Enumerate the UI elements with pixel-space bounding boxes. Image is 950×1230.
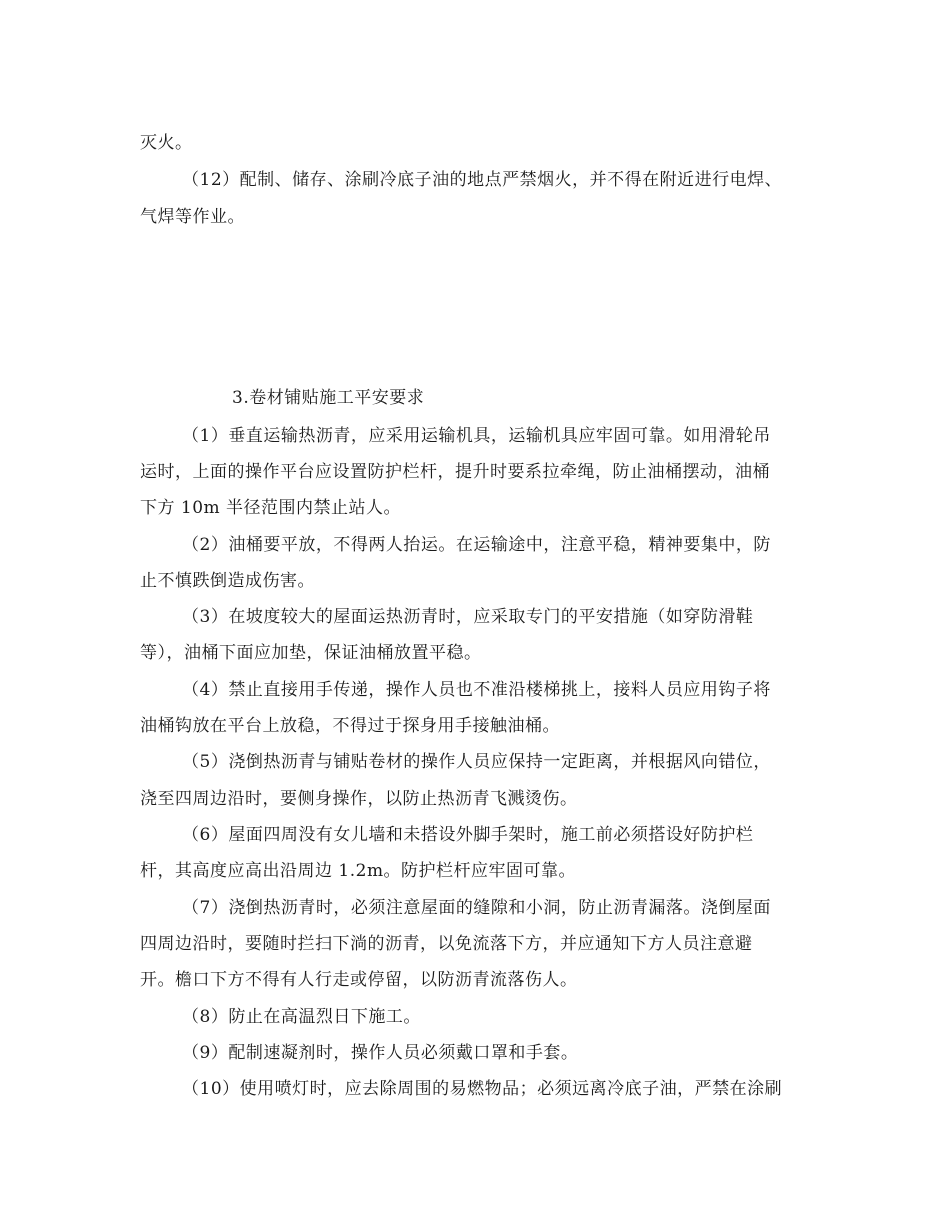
item-2-line-2: 止不慎跌倒造成伤害。 bbox=[140, 571, 315, 591]
item-1-line-1: （1）垂直运输热沥青，应采用运输机具，运输机具应牢固可靠。如用滑轮吊 bbox=[182, 426, 771, 446]
item-3-line-1: （3）在坡度较大的屋面运热沥青时，应采取专门的平安措施（如穿防滑鞋 bbox=[182, 607, 754, 627]
section-heading: 3.卷材铺贴施工平安要求 bbox=[232, 388, 425, 408]
item-6-line-1: （6）屋面四周没有女儿墙和未搭设外脚手架时，施工前必须搭设好防护栏 bbox=[182, 825, 754, 845]
paragraph-continuation: 灭火。 bbox=[140, 133, 193, 153]
item-4-line-1: （4）禁止直接用手传递，操作人员也不准沿楼梯挑上，接料人员应用钩子将 bbox=[182, 680, 771, 700]
item-5-line-2: 浇至四周边沿时，要侧身操作，以防止热沥青飞溅烫伤。 bbox=[140, 789, 578, 809]
item-10-line-1: （10）使用喷灯时，应去除周围的易燃物品；必须远离冷底子油，严禁在涂刷 bbox=[182, 1079, 783, 1099]
item-1-line-2: 运时，上面的操作平台应设置防护栏杆，提升时要系拉牵绳，防止油桶摆动，油桶 bbox=[140, 462, 770, 482]
item-5-line-1: （5）浇倒热沥青与铺贴卷材的操作人员应保持一定距离，并根据风向错位， bbox=[182, 752, 771, 772]
item-3-line-2: 等），油桶下面应加垫，保证油桶放置平稳。 bbox=[140, 643, 482, 663]
item-7-line-1: （7）浇倒热沥青时，必须注意屋面的缝隙和小洞，防止沥青漏落。浇倒屋面 bbox=[182, 898, 771, 918]
item-12-line-2: 气焊等作业。 bbox=[140, 207, 245, 227]
item-6-line-2: 杆，其高度应高出沿周边 1.2m。防护栏杆应牢固可靠。 bbox=[140, 861, 577, 881]
item-7-line-2: 四周边沿时，要随时拦扫下淌的沥青，以免流落下方，并应通知下方人员注意避 bbox=[140, 934, 753, 954]
item-9-line-1: （9）配制速凝剂时，操作人员必须戴口罩和手套。 bbox=[182, 1043, 579, 1063]
item-4-line-2: 油桶钩放在平台上放稳，不得过于探身用手接触油桶。 bbox=[140, 716, 560, 736]
item-7-line-3: 开。檐口下方不得有人行走或停留，以防沥青流落伤人。 bbox=[140, 970, 578, 990]
item-1-line-3: 下方 10m 半径范围内禁止站人。 bbox=[140, 498, 402, 518]
item-2-line-1: （2）油桶要平放，不得两人抬运。在运输途中，注意平稳，精神要集中，防 bbox=[182, 535, 771, 555]
item-12-line-1: （12）配制、储存、涂刷冷底子油的地点严禁烟火，并不得在附近进行电焊、 bbox=[182, 170, 783, 190]
item-8-line-1: （8）防止在高温烈日下施工。 bbox=[182, 1007, 421, 1027]
